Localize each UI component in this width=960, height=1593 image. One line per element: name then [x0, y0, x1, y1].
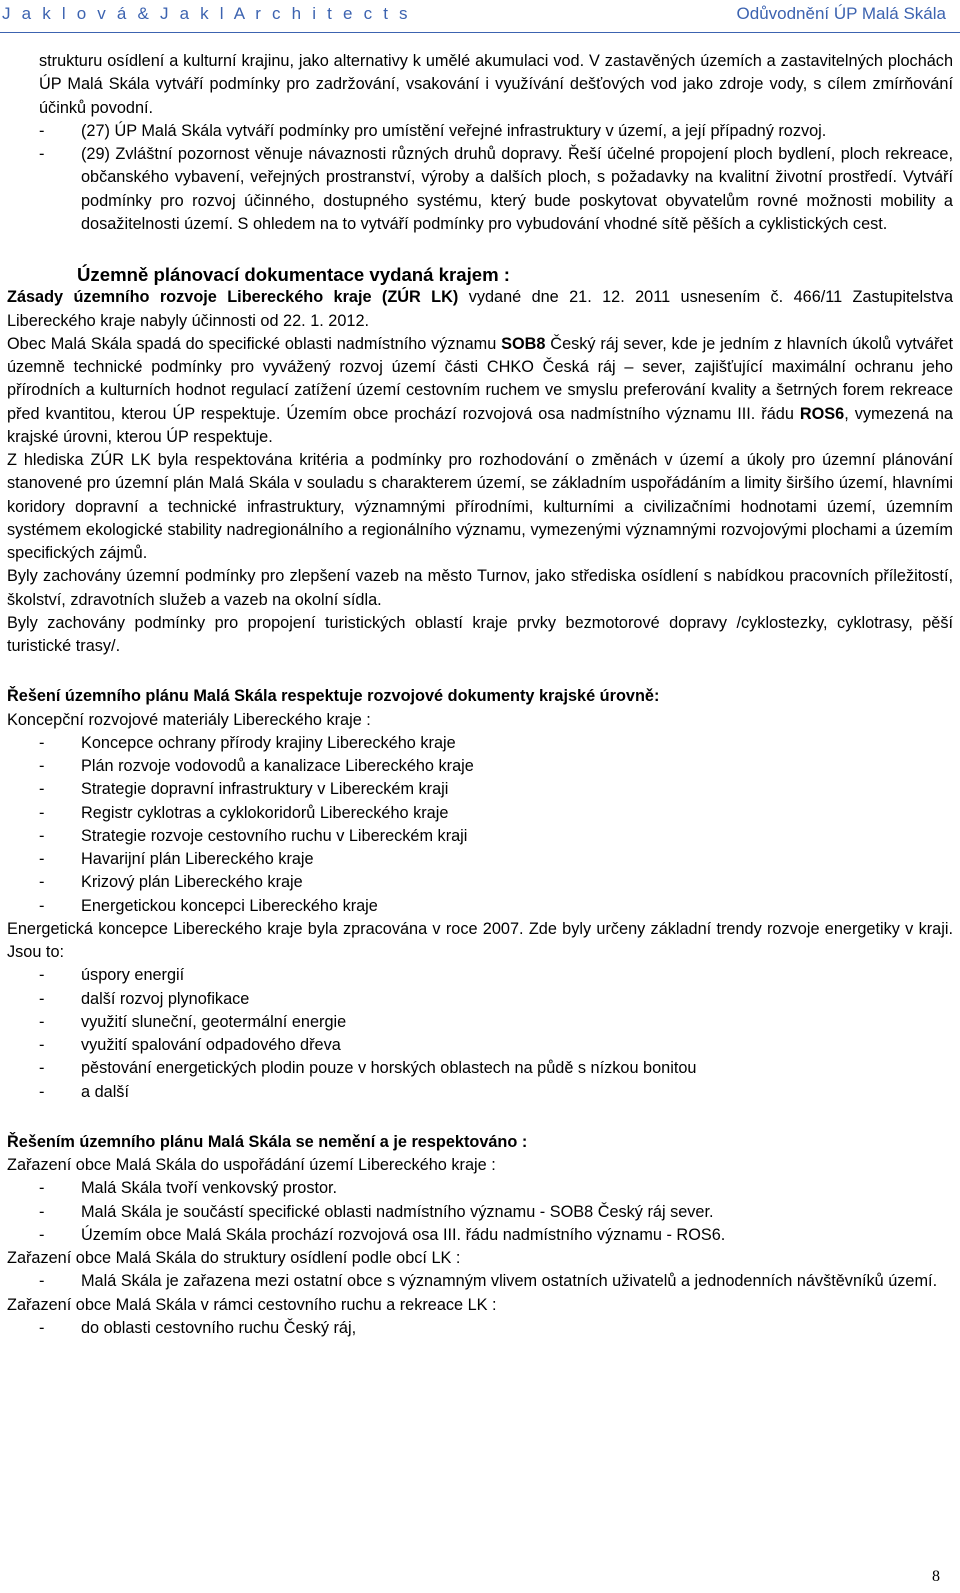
list-item: [7, 1081, 953, 1104]
spacer: [7, 1104, 953, 1131]
list-item-text: Strategie rozvoje cestovního ruchu v Libereckém kraji: [81, 826, 468, 845]
dash-bullet: -: [39, 896, 45, 915]
list-item: [7, 1057, 953, 1080]
dash-bullet: -: [39, 989, 45, 1008]
list-item-text: do oblasti cestovního ruchu Český ráj,: [81, 1318, 357, 1337]
dash-bullet: -: [39, 1059, 45, 1078]
zur-details: vydané dne 21. 12. 2011 usnesením č. 466/11 Zastupitelstva Libereckého kraje nabyly účinnosti od 22. 1. 2012.: [7, 288, 953, 330]
classification-3: Zařazení obce Malá Skála v rámci cestovního ruchu a rekreace LK :: [7, 1295, 497, 1314]
list-item: [7, 1270, 953, 1293]
zur-paragraph: [7, 286, 953, 333]
list-item-text: Koncepce ochrany přírody krajiny Libereckého kraje: [81, 733, 456, 752]
list-item: [7, 755, 953, 778]
list-item-text: a další: [81, 1082, 129, 1101]
list-item-text: Malá Skála tvoří venkovský prostor.: [81, 1179, 338, 1198]
list-item: [7, 964, 953, 987]
obec-paragraph: [7, 333, 953, 449]
page-number: 8: [932, 1568, 940, 1585]
dash-bullet: -: [39, 1036, 45, 1054]
list-item-text: Registr cyklotras a cyklokoridorů Libereckého kraje: [81, 803, 449, 822]
list-item: [7, 1177, 953, 1200]
classification-3-list: [7, 1317, 953, 1340]
list-item-text: Územím obce Malá Skála prochází rozvojová osa III. řádu nadmístního významu - ROS6.: [81, 1225, 726, 1244]
dash-bullet: -: [39, 1272, 45, 1291]
list-item: [7, 778, 953, 801]
spacer: [7, 236, 953, 263]
spacer: [7, 658, 953, 685]
page-header: [0, 0, 960, 30]
turnov-paragraph: Byly zachovány územní podmínky pro zlepšení vazeb na město Turnov, jako střediska osídlení s nabídkou pracovních příležitostí, školství, zdravotních služeb a vazeb na okolní sídla.: [7, 567, 953, 609]
list-item-text: Malá Skála je součástí specifické oblasti nadmístního významu - SOB8 Český ráj sever.: [81, 1202, 714, 1221]
list-item-text: Malá Skála je zařazena mezi ostatní obce s významným vlivem ostatních uživatelů a jednodenních návštěvníků území.: [81, 1272, 938, 1291]
dash-bullet: -: [39, 145, 45, 163]
dash-bullet: -: [39, 873, 45, 892]
document-body: [7, 50, 953, 1340]
obec-text-b: Český ráj sever, kde je jedním z hlavních úkolů vytvářet územně technické podmínky pro vyvážený rozvoj území části CHKO Česká ráj – sever, zajišťující maximální ochranu jeho přírodních a kulturních hodnot regulací zatížení území cestovním ruchem ve smyslu preferování kvality a šetrných forem rekreace před kvantitou, kterou ÚP respektuje. Územím obce prochází rozvojová osa nadmístního významu III. řádu: [7, 334, 953, 423]
materials-intro: Koncepční rozvojové materiály Libereckého kraje :: [7, 710, 371, 729]
list-item: [7, 1201, 953, 1224]
cycling-paragraph: Byly zachovány podmínky pro propojení turistických oblastí kraje prvky bezmotorové dopravy /cyklostezky, cyklotrasy, pěší turistické trasy/.: [7, 613, 953, 655]
list-item: [7, 848, 953, 871]
section-heading-unchanged: Řešením územního plánu Malá Skála se nemění a je respektováno :: [7, 1132, 528, 1151]
list-item-text: Energetickou koncepci Libereckého kraje: [81, 896, 378, 915]
classification-1: Zařazení obce Malá Skála do uspořádání území Libereckého kraje :: [7, 1156, 496, 1174]
list-item: [7, 143, 953, 236]
item-29: (29) Zvláštní pozornost věnuje návaznosti různých druhů dopravy. Řeší účelné propojení ploch bydlení, ploch rekreace, občanského vybavení, veřejných prostranství, výroby a dalších ploch, s požadavky na kvalitní životní prostředí. Vytváří podmínky pro rozvoj účinného, dostupného systému, který bude poskytovat obyvatelům rovné možnosti mobility a dosažitelnosti území. S ohledem na to vytváří podmínky pro vybudování vhodné sítě pěších a cyklistických cest.: [81, 145, 953, 233]
list-item-text: využití sluneční, geotermální energie: [81, 1012, 347, 1031]
dash-bullet: -: [39, 1012, 45, 1031]
list-item: [7, 825, 953, 848]
energy-trends-list: [7, 964, 953, 1104]
list-item: [7, 871, 953, 894]
obec-text-a: Obec Malá Skála spadá do specifické oblasti nadmístního významu: [7, 334, 502, 353]
section-heading-regional-documents: Řešení územního plánu Malá Skála respektuje rozvojové dokumenty krajské úrovně:: [7, 687, 660, 706]
dash-bullet: -: [39, 1179, 45, 1198]
classification-2-list: [7, 1270, 953, 1293]
intro-paragraph: strukturu osídlení a kulturní krajinu, jako alternativy k umělé akumulaci vod. V zastavěných územích a zastavitelných plochách ÚP Malá Skála vytváří podmínky pro zadržování, vsakování i využívání dešťových vod jako zdroje vody, s cílem zmírňování účinků povodní.: [39, 52, 953, 117]
list-item: [7, 1224, 953, 1247]
obec-text-c: , vymezená na krajské úrovni, kterou ÚP respektuje.: [7, 404, 953, 446]
dash-bullet: -: [39, 1318, 45, 1337]
list-item-text: pěstování energetických plodin pouze v horských oblastech na půdě s nízkou bonitou: [81, 1059, 697, 1078]
dash-bullet: -: [39, 1225, 45, 1244]
list-item-text: Krizový plán Libereckého kraje: [81, 873, 303, 892]
dash-bullet: -: [39, 733, 45, 752]
dash-bullet: -: [39, 757, 45, 775]
list-item: [7, 1034, 953, 1057]
list-item: [7, 988, 953, 1011]
section-heading-regional-plan: Územně plánovací dokumentace vydaná krajem :: [77, 264, 510, 285]
list-item: [7, 895, 953, 918]
item-27: (27) ÚP Malá Skála vytváří podmínky pro umístění veřejné infrastruktury v území, a její případný rozvoj.: [81, 121, 827, 140]
dash-bullet: -: [39, 826, 45, 845]
list-item-text: další rozvoj plynofikace: [81, 989, 250, 1008]
dash-bullet: -: [39, 850, 45, 868]
ros6-code: ROS6: [799, 404, 845, 423]
header-firm-name: J a k l o v á & J a k l A r c h i t e c t s: [2, 4, 411, 23]
dash-bullet: -: [39, 1202, 45, 1221]
header-document-title: Odůvodnění ÚP Malá Skála: [736, 4, 946, 23]
list-item-text: Havarijní plán Libereckého kraje: [81, 850, 314, 868]
energy-paragraph: Energetická koncepce Libereckého kraje byla zpracována v roce 2007. Zde byly určeny základní trendy rozvoje energetiky v kraji. Jsou to:: [7, 919, 953, 961]
list-item-text: Strategie dopravní infrastruktury v Libereckém kraji: [81, 780, 449, 799]
list-item-text: Plán rozvoje vodovodů a kanalizace Libereckého kraje: [81, 757, 474, 775]
dash-bullet: -: [39, 1082, 45, 1101]
list-item: [7, 732, 953, 755]
dash-bullet: -: [39, 803, 45, 822]
list-item: [7, 1317, 953, 1340]
criteria-paragraph: Z hlediska ZÚR LK byla respektována kritéria a podmínky pro rozhodování o změnách v území a úkoly pro územní plánování stanovené pro územní plán Malá Skála v souladu s charakterem území, se základním uspořádáním a limity širšího území, hlavními koridory dopravní a technické infrastruktury, významnými přírodními, kulturními a civilizačními hodnotami území, územním systémem ekologické stability nadregionálního a regionálního významu, vymezenými významnými rozvojovými plochami a územím specifických zájmů.: [7, 451, 953, 562]
sob8-code: SOB8: [501, 334, 546, 353]
list-item-text: využití spalování odpadového dřeva: [81, 1036, 341, 1054]
dash-bullet: -: [39, 966, 45, 985]
zur-title: Zásady územního rozvoje Libereckého kraje (ZÚR LK): [7, 288, 459, 307]
header-rule: [0, 32, 960, 33]
dash-bullet: -: [39, 780, 45, 799]
classification-1-list: [7, 1177, 953, 1247]
materials-list: [7, 732, 953, 918]
dash-bullet: -: [39, 121, 45, 140]
list-item-text: úspory energií: [81, 966, 185, 985]
classification-2: Zařazení obce Malá Skála do struktury osídlení podle obcí LK :: [7, 1249, 461, 1267]
list-item: [7, 802, 953, 825]
list-item: [7, 1011, 953, 1034]
list-item: [7, 120, 953, 143]
